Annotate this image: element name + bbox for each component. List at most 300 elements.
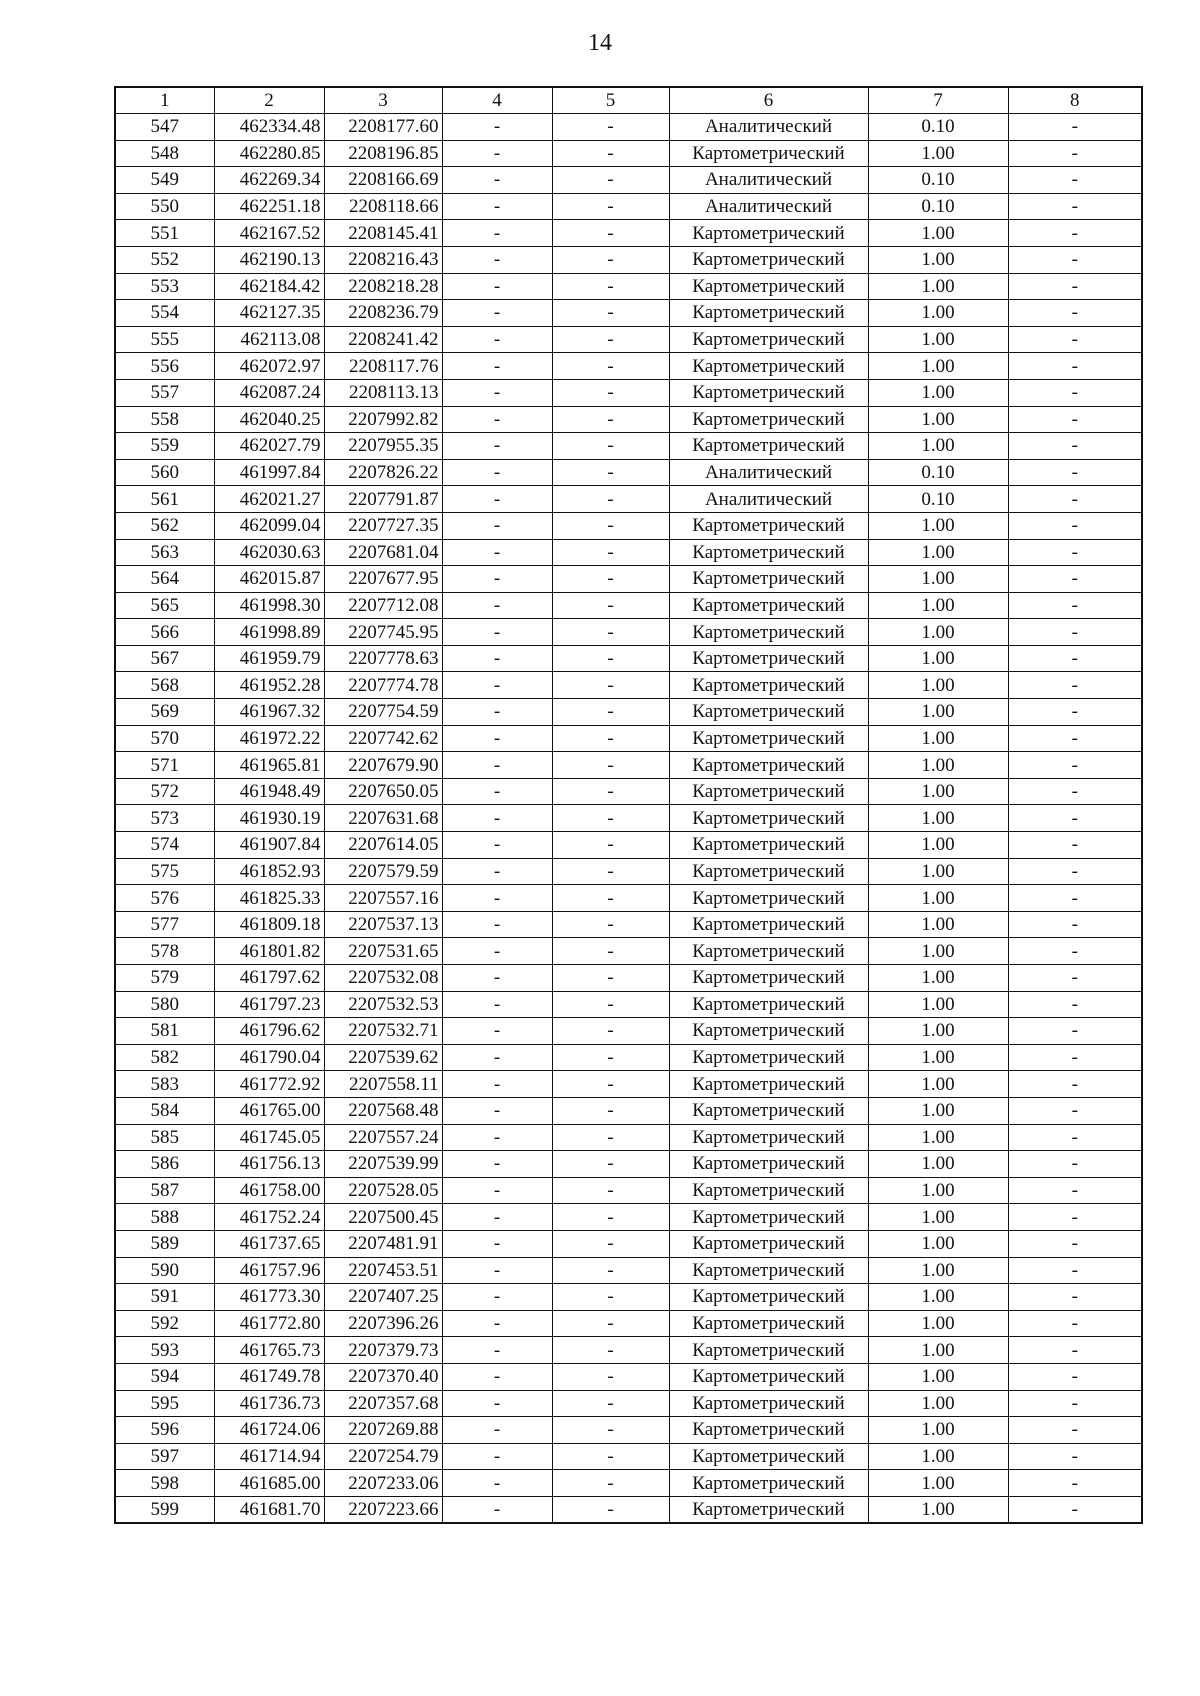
column-4-cell: -	[442, 220, 552, 247]
x-coordinate-cell: 462015.87	[214, 566, 324, 593]
column-5-cell: -	[552, 938, 669, 965]
method-cell: Картометрический	[669, 911, 868, 938]
table-row	[115, 300, 1142, 327]
accuracy-cell: 1.00	[868, 778, 1008, 805]
method-cell: Картометрический	[669, 140, 868, 167]
column-5-cell: -	[552, 1018, 669, 1045]
table-row	[115, 1496, 1142, 1523]
point-number-cell: 589	[115, 1230, 214, 1257]
column-8-cell: -	[1008, 353, 1142, 380]
y-coordinate-cell: 2207579.59	[324, 858, 442, 885]
y-coordinate-cell: 2207992.82	[324, 406, 442, 433]
column-4-cell: -	[442, 539, 552, 566]
y-coordinate-cell: 2207528.05	[324, 1177, 442, 1204]
accuracy-cell: 1.00	[868, 1337, 1008, 1364]
point-number-cell: 563	[115, 539, 214, 566]
column-4-cell: -	[442, 193, 552, 220]
y-coordinate-cell: 2207557.24	[324, 1124, 442, 1151]
table-row	[115, 193, 1142, 220]
x-coordinate-cell: 462167.52	[214, 220, 324, 247]
y-coordinate-cell: 2207826.22	[324, 459, 442, 486]
method-cell: Картометрический	[669, 1337, 868, 1364]
table-row	[115, 140, 1142, 167]
column-5-cell: -	[552, 911, 669, 938]
y-coordinate-cell: 2208196.85	[324, 140, 442, 167]
column-8-cell: -	[1008, 193, 1142, 220]
y-coordinate-cell: 2207791.87	[324, 486, 442, 513]
accuracy-cell: 1.00	[868, 832, 1008, 859]
table-row	[115, 1044, 1142, 1071]
page-number: 14	[588, 30, 612, 56]
table-row	[115, 1363, 1142, 1390]
column-4-cell: -	[442, 1417, 552, 1444]
x-coordinate-cell: 462127.35	[214, 300, 324, 327]
method-cell: Аналитический	[669, 167, 868, 194]
column-4-cell: -	[442, 805, 552, 832]
column-4-cell: -	[442, 1443, 552, 1470]
x-coordinate-cell: 462184.42	[214, 273, 324, 300]
column-5-cell: -	[552, 752, 669, 779]
table-row	[115, 1230, 1142, 1257]
accuracy-cell: 1.00	[868, 672, 1008, 699]
column-4-cell: -	[442, 1177, 552, 1204]
point-number-cell: 558	[115, 406, 214, 433]
column-8-cell: -	[1008, 140, 1142, 167]
column-4-cell: -	[442, 885, 552, 912]
y-coordinate-cell: 2207453.51	[324, 1257, 442, 1284]
x-coordinate-cell: 461797.62	[214, 965, 324, 992]
accuracy-cell: 1.00	[868, 1151, 1008, 1178]
table-row	[115, 459, 1142, 486]
table-row	[115, 619, 1142, 646]
table-row	[115, 246, 1142, 273]
column-5-cell: -	[552, 300, 669, 327]
column-5-cell: -	[552, 140, 669, 167]
column-4-cell: -	[442, 1124, 552, 1151]
method-cell: Картометрический	[669, 592, 868, 619]
y-coordinate-cell: 2208241.42	[324, 326, 442, 353]
point-number-cell: 566	[115, 619, 214, 646]
y-coordinate-cell: 2207233.06	[324, 1470, 442, 1497]
accuracy-cell: 1.00	[868, 1230, 1008, 1257]
column-4-cell: -	[442, 645, 552, 672]
column-8-cell: -	[1008, 433, 1142, 460]
column-4-cell: -	[442, 566, 552, 593]
point-number-cell: 592	[115, 1310, 214, 1337]
accuracy-cell: 1.00	[868, 1204, 1008, 1231]
column-8-cell: -	[1008, 406, 1142, 433]
method-cell: Картометрический	[669, 220, 868, 247]
point-number-cell: 564	[115, 566, 214, 593]
point-number-cell: 574	[115, 832, 214, 859]
accuracy-cell: 1.00	[868, 246, 1008, 273]
column-4-cell: -	[442, 1151, 552, 1178]
x-coordinate-cell: 462251.18	[214, 193, 324, 220]
column-5-cell: -	[552, 512, 669, 539]
table-row	[115, 1071, 1142, 1098]
column-8-cell: -	[1008, 326, 1142, 353]
column-5-cell: -	[552, 1390, 669, 1417]
table-row	[115, 1443, 1142, 1470]
point-number-cell: 587	[115, 1177, 214, 1204]
x-coordinate-cell: 461758.00	[214, 1177, 324, 1204]
x-coordinate-cell: 461809.18	[214, 911, 324, 938]
column-8-cell: -	[1008, 805, 1142, 832]
point-number-cell: 596	[115, 1417, 214, 1444]
point-number-cell: 553	[115, 273, 214, 300]
point-number-cell: 585	[115, 1124, 214, 1151]
x-coordinate-cell: 461756.13	[214, 1151, 324, 1178]
x-coordinate-cell: 461765.73	[214, 1337, 324, 1364]
x-coordinate-cell: 461773.30	[214, 1284, 324, 1311]
x-coordinate-cell: 462190.13	[214, 246, 324, 273]
y-coordinate-cell: 2207955.35	[324, 433, 442, 460]
point-number-cell: 586	[115, 1151, 214, 1178]
method-cell: Картометрический	[669, 1124, 868, 1151]
x-coordinate-cell: 461772.80	[214, 1310, 324, 1337]
method-cell: Картометрический	[669, 672, 868, 699]
column-5-cell: -	[552, 725, 669, 752]
column-8-cell: -	[1008, 1124, 1142, 1151]
y-coordinate-cell: 2208218.28	[324, 273, 442, 300]
method-cell: Картометрический	[669, 273, 868, 300]
x-coordinate-cell: 461745.05	[214, 1124, 324, 1151]
accuracy-cell: 1.00	[868, 1071, 1008, 1098]
method-cell: Картометрический	[669, 433, 868, 460]
column-5-cell: -	[552, 1097, 669, 1124]
accuracy-cell: 1.00	[868, 592, 1008, 619]
accuracy-cell: 1.00	[868, 805, 1008, 832]
y-coordinate-cell: 2208145.41	[324, 220, 442, 247]
column-8-cell: -	[1008, 459, 1142, 486]
x-coordinate-cell: 461959.79	[214, 645, 324, 672]
column-8-cell: -	[1008, 273, 1142, 300]
column-8-cell: -	[1008, 486, 1142, 513]
column-4-cell: -	[442, 406, 552, 433]
accuracy-cell: 1.00	[868, 1390, 1008, 1417]
point-number-cell: 561	[115, 486, 214, 513]
y-coordinate-cell: 2207539.62	[324, 1044, 442, 1071]
column-4-cell: -	[442, 778, 552, 805]
method-cell: Картометрический	[669, 752, 868, 779]
column-4-cell: -	[442, 1337, 552, 1364]
column-8-cell: -	[1008, 699, 1142, 726]
accuracy-cell: 1.00	[868, 752, 1008, 779]
column-5-cell: -	[552, 1044, 669, 1071]
accuracy-cell: 1.00	[868, 619, 1008, 646]
y-coordinate-cell: 2207631.68	[324, 805, 442, 832]
x-coordinate-cell: 462269.34	[214, 167, 324, 194]
x-coordinate-cell: 461972.22	[214, 725, 324, 752]
method-cell: Картометрический	[669, 1097, 868, 1124]
method-cell: Картометрический	[669, 512, 868, 539]
method-cell: Картометрический	[669, 1417, 868, 1444]
column-8-cell: -	[1008, 911, 1142, 938]
point-number-cell: 573	[115, 805, 214, 832]
method-cell: Картометрический	[669, 326, 868, 353]
accuracy-cell: 1.00	[868, 1496, 1008, 1523]
accuracy-cell: 1.00	[868, 1284, 1008, 1311]
point-number-cell: 578	[115, 938, 214, 965]
method-cell: Картометрический	[669, 1363, 868, 1390]
column-5-cell: -	[552, 858, 669, 885]
column-8-cell: -	[1008, 114, 1142, 141]
column-8-cell: -	[1008, 1018, 1142, 1045]
column-8-cell: -	[1008, 566, 1142, 593]
column-8-cell: -	[1008, 1204, 1142, 1231]
accuracy-cell: 1.00	[868, 353, 1008, 380]
point-number-cell: 555	[115, 326, 214, 353]
column-5-cell: -	[552, 406, 669, 433]
table-row	[115, 353, 1142, 380]
point-number-cell: 590	[115, 1257, 214, 1284]
method-cell: Картометрический	[669, 1496, 868, 1523]
y-coordinate-cell: 2207681.04	[324, 539, 442, 566]
table-row	[115, 433, 1142, 460]
column-header-5: 5	[552, 87, 669, 114]
accuracy-cell: 1.00	[868, 1044, 1008, 1071]
point-number-cell: 565	[115, 592, 214, 619]
method-cell: Картометрический	[669, 778, 868, 805]
method-cell: Картометрический	[669, 353, 868, 380]
point-number-cell: 594	[115, 1363, 214, 1390]
column-4-cell: -	[442, 911, 552, 938]
table-row	[115, 486, 1142, 513]
accuracy-cell: 0.10	[868, 114, 1008, 141]
column-5-cell: -	[552, 1443, 669, 1470]
column-4-cell: -	[442, 326, 552, 353]
x-coordinate-cell: 461930.19	[214, 805, 324, 832]
x-coordinate-cell: 462030.63	[214, 539, 324, 566]
method-cell: Картометрический	[669, 725, 868, 752]
point-number-cell: 547	[115, 114, 214, 141]
column-5-cell: -	[552, 1470, 669, 1497]
accuracy-cell: 1.00	[868, 512, 1008, 539]
column-4-cell: -	[442, 752, 552, 779]
accuracy-cell: 1.00	[868, 1257, 1008, 1284]
column-5-cell: -	[552, 486, 669, 513]
x-coordinate-cell: 462280.85	[214, 140, 324, 167]
column-5-cell: -	[552, 1496, 669, 1523]
column-8-cell: -	[1008, 725, 1142, 752]
table-row	[115, 566, 1142, 593]
y-coordinate-cell: 2207712.08	[324, 592, 442, 619]
x-coordinate-cell: 461998.89	[214, 619, 324, 646]
point-number-cell: 577	[115, 911, 214, 938]
method-cell: Картометрический	[669, 539, 868, 566]
method-cell: Картометрический	[669, 938, 868, 965]
x-coordinate-cell: 462027.79	[214, 433, 324, 460]
table-row	[115, 725, 1142, 752]
column-5-cell: -	[552, 885, 669, 912]
accuracy-cell: 1.00	[868, 1124, 1008, 1151]
column-4-cell: -	[442, 699, 552, 726]
column-5-cell: -	[552, 699, 669, 726]
column-8-cell: -	[1008, 1310, 1142, 1337]
point-number-cell: 570	[115, 725, 214, 752]
column-5-cell: -	[552, 991, 669, 1018]
y-coordinate-cell: 2207539.99	[324, 1151, 442, 1178]
column-8-cell: -	[1008, 1417, 1142, 1444]
column-5-cell: -	[552, 353, 669, 380]
column-8-cell: -	[1008, 1151, 1142, 1178]
column-header-7: 7	[868, 87, 1008, 114]
column-5-cell: -	[552, 1337, 669, 1364]
column-5-cell: -	[552, 220, 669, 247]
column-8-cell: -	[1008, 752, 1142, 779]
accuracy-cell: 0.10	[868, 167, 1008, 194]
y-coordinate-cell: 2208216.43	[324, 246, 442, 273]
point-number-cell: 557	[115, 379, 214, 406]
table-row	[115, 1151, 1142, 1178]
table-row	[115, 699, 1142, 726]
column-header-6: 6	[669, 87, 868, 114]
accuracy-cell: 1.00	[868, 273, 1008, 300]
table-row	[115, 512, 1142, 539]
point-number-cell: 559	[115, 433, 214, 460]
method-cell: Картометрический	[669, 1230, 868, 1257]
method-cell: Картометрический	[669, 619, 868, 646]
y-coordinate-cell: 2207407.25	[324, 1284, 442, 1311]
accuracy-cell: 0.10	[868, 459, 1008, 486]
accuracy-cell: 1.00	[868, 433, 1008, 460]
accuracy-cell: 1.00	[868, 1443, 1008, 1470]
table-row	[115, 752, 1142, 779]
column-5-cell: -	[552, 433, 669, 460]
column-5-cell: -	[552, 778, 669, 805]
column-8-cell: -	[1008, 991, 1142, 1018]
column-4-cell: -	[442, 486, 552, 513]
coordinates-table	[114, 86, 1143, 1524]
table-row	[115, 379, 1142, 406]
y-coordinate-cell: 2207254.79	[324, 1443, 442, 1470]
column-4-cell: -	[442, 379, 552, 406]
column-4-cell: -	[442, 1470, 552, 1497]
y-coordinate-cell: 2207568.48	[324, 1097, 442, 1124]
column-5-cell: -	[552, 1151, 669, 1178]
method-cell: Аналитический	[669, 486, 868, 513]
column-8-cell: -	[1008, 1390, 1142, 1417]
column-8-cell: -	[1008, 1071, 1142, 1098]
column-8-cell: -	[1008, 1337, 1142, 1364]
y-coordinate-cell: 2207370.40	[324, 1363, 442, 1390]
y-coordinate-cell: 2207531.65	[324, 938, 442, 965]
column-8-cell: -	[1008, 672, 1142, 699]
table-row	[115, 858, 1142, 885]
point-number-cell: 556	[115, 353, 214, 380]
accuracy-cell: 1.00	[868, 1470, 1008, 1497]
column-4-cell: -	[442, 1044, 552, 1071]
table-row	[115, 326, 1142, 353]
column-5-cell: -	[552, 379, 669, 406]
column-4-cell: -	[442, 114, 552, 141]
point-number-cell: 580	[115, 991, 214, 1018]
column-header-8: 8	[1008, 87, 1142, 114]
column-4-cell: -	[442, 433, 552, 460]
y-coordinate-cell: 2208236.79	[324, 300, 442, 327]
accuracy-cell: 1.00	[868, 379, 1008, 406]
column-5-cell: -	[552, 1363, 669, 1390]
point-number-cell: 576	[115, 885, 214, 912]
column-4-cell: -	[442, 1018, 552, 1045]
method-cell: Аналитический	[669, 193, 868, 220]
method-cell: Картометрический	[669, 1177, 868, 1204]
column-5-cell: -	[552, 592, 669, 619]
column-4-cell: -	[442, 1230, 552, 1257]
column-8-cell: -	[1008, 1230, 1142, 1257]
column-5-cell: -	[552, 246, 669, 273]
column-4-cell: -	[442, 459, 552, 486]
column-5-cell: -	[552, 193, 669, 220]
table-row	[115, 938, 1142, 965]
table-row	[115, 778, 1142, 805]
x-coordinate-cell: 461998.30	[214, 592, 324, 619]
column-4-cell: -	[442, 353, 552, 380]
y-coordinate-cell: 2207532.08	[324, 965, 442, 992]
point-number-cell: 551	[115, 220, 214, 247]
y-coordinate-cell: 2207223.66	[324, 1496, 442, 1523]
accuracy-cell: 1.00	[868, 1177, 1008, 1204]
x-coordinate-cell: 461948.49	[214, 778, 324, 805]
column-8-cell: -	[1008, 1257, 1142, 1284]
x-coordinate-cell: 461724.06	[214, 1417, 324, 1444]
method-cell: Картометрический	[669, 1390, 868, 1417]
column-8-cell: -	[1008, 1284, 1142, 1311]
column-8-cell: -	[1008, 1470, 1142, 1497]
method-cell: Картометрический	[669, 406, 868, 433]
table-row	[115, 273, 1142, 300]
y-coordinate-cell: 2207500.45	[324, 1204, 442, 1231]
table-row	[115, 114, 1142, 141]
column-header-4: 4	[442, 87, 552, 114]
method-cell: Картометрический	[669, 1443, 868, 1470]
y-coordinate-cell: 2208177.60	[324, 114, 442, 141]
table-row	[115, 406, 1142, 433]
method-cell: Картометрический	[669, 1470, 868, 1497]
accuracy-cell: 1.00	[868, 1363, 1008, 1390]
point-number-cell: 579	[115, 965, 214, 992]
point-number-cell: 554	[115, 300, 214, 327]
y-coordinate-cell: 2207357.68	[324, 1390, 442, 1417]
x-coordinate-cell: 462099.04	[214, 512, 324, 539]
accuracy-cell: 1.00	[868, 991, 1008, 1018]
table-row	[115, 1124, 1142, 1151]
column-5-cell: -	[552, 832, 669, 859]
method-cell: Аналитический	[669, 114, 868, 141]
x-coordinate-cell: 461736.73	[214, 1390, 324, 1417]
x-coordinate-cell: 461757.96	[214, 1257, 324, 1284]
point-number-cell: 591	[115, 1284, 214, 1311]
table-row	[115, 1284, 1142, 1311]
column-4-cell: -	[442, 1310, 552, 1337]
point-number-cell: 583	[115, 1071, 214, 1098]
column-5-cell: -	[552, 1071, 669, 1098]
column-8-cell: -	[1008, 539, 1142, 566]
column-5-cell: -	[552, 1204, 669, 1231]
x-coordinate-cell: 461997.84	[214, 459, 324, 486]
y-coordinate-cell: 2207679.90	[324, 752, 442, 779]
x-coordinate-cell: 462072.97	[214, 353, 324, 380]
accuracy-cell: 1.00	[868, 1417, 1008, 1444]
table-row	[115, 991, 1142, 1018]
column-5-cell: -	[552, 805, 669, 832]
method-cell: Картометрический	[669, 1044, 868, 1071]
method-cell: Картометрический	[669, 991, 868, 1018]
table-row	[115, 592, 1142, 619]
x-coordinate-cell: 461796.62	[214, 1018, 324, 1045]
column-8-cell: -	[1008, 246, 1142, 273]
column-8-cell: -	[1008, 300, 1142, 327]
